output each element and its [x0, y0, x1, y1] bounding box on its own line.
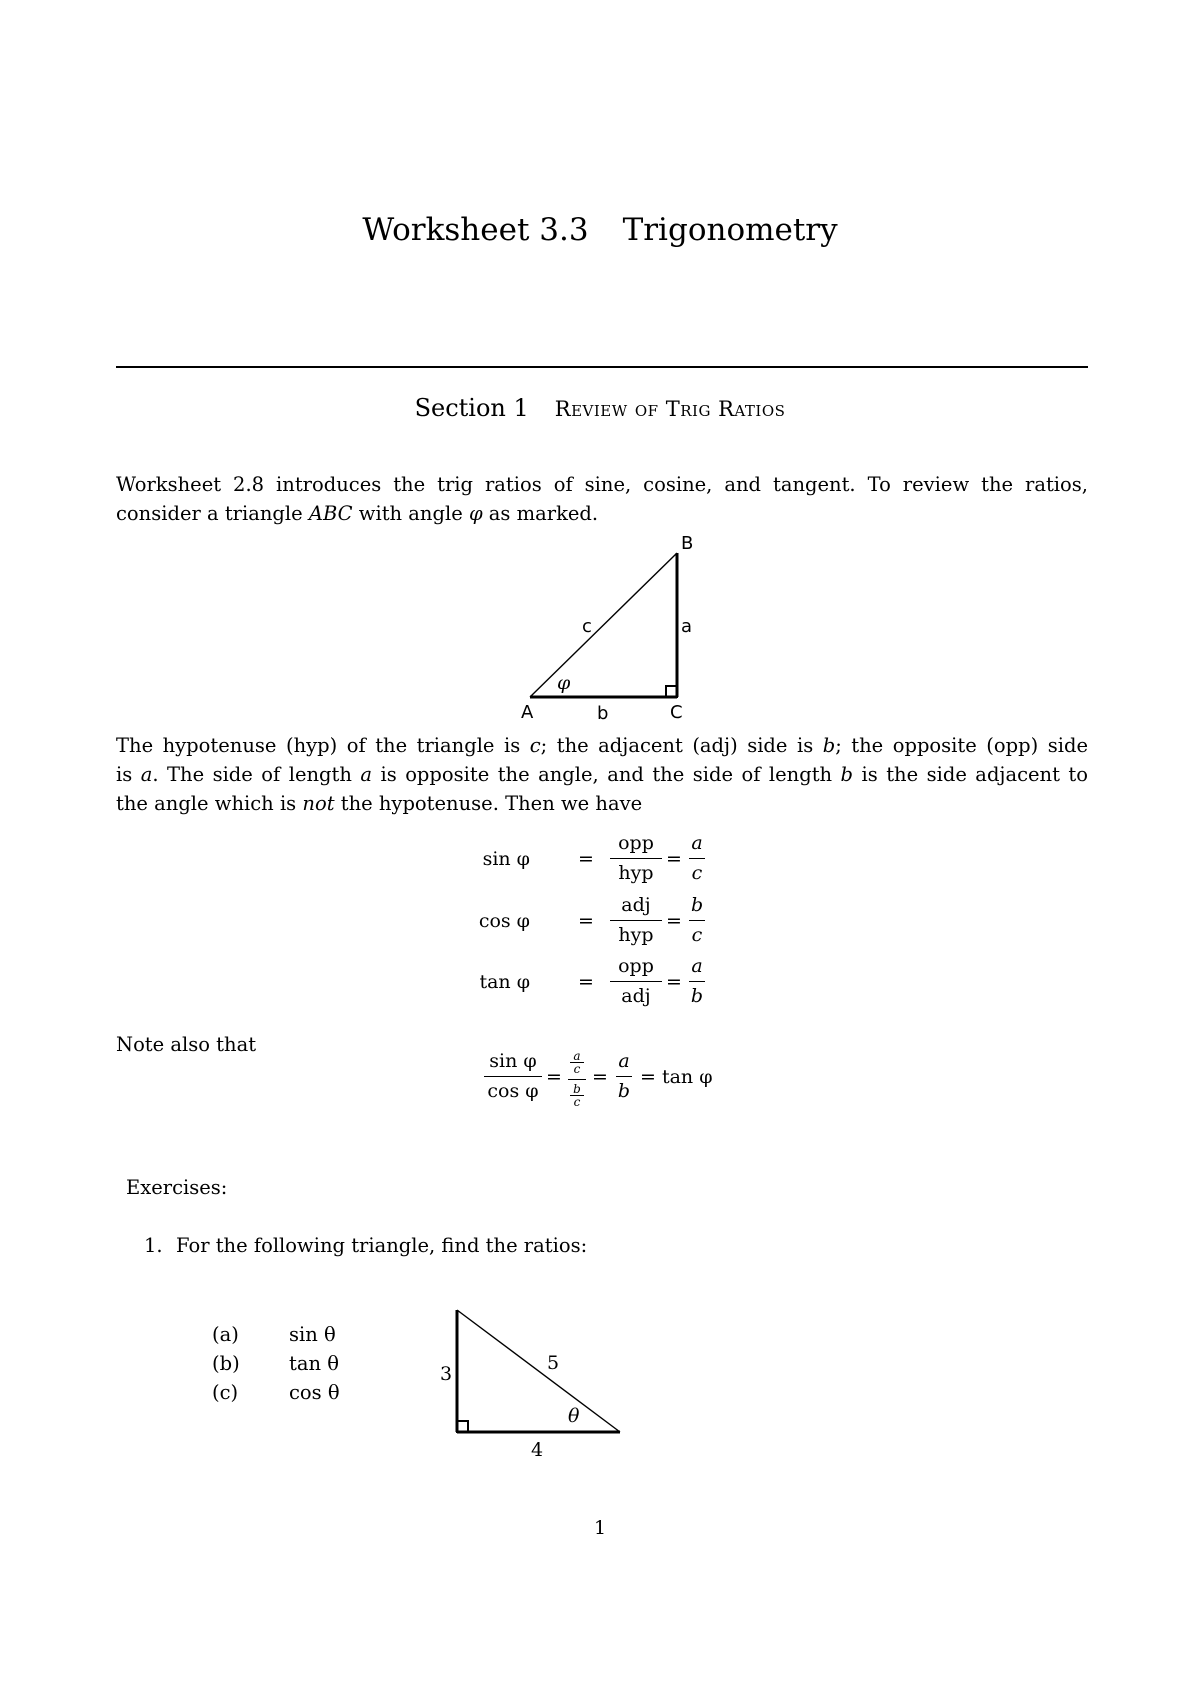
var-b: b	[822, 734, 836, 757]
intro-text: consider a triangle	[116, 502, 309, 525]
intro-text: with angle	[352, 502, 469, 525]
explanation-text: is	[116, 763, 141, 786]
side-c-label: c	[582, 616, 592, 637]
fraction-numerator: opp	[610, 953, 662, 982]
side-a-label: a	[681, 616, 693, 637]
angle-phi-label: φ	[557, 672, 571, 694]
section-number: Section 1	[414, 394, 529, 422]
vertex-b-label: B	[681, 533, 694, 554]
eq-equals: =	[546, 1066, 562, 1088]
eq-equals: =	[578, 848, 594, 870]
page-number: 1	[593, 1517, 607, 1539]
side-3-label: 3	[440, 1363, 453, 1385]
angle-theta-label: θ	[568, 1405, 580, 1427]
side-5-label: 5	[547, 1352, 560, 1374]
explanation-text: the hypotenuse. Then we have	[334, 792, 643, 815]
vertex-a-label: A	[521, 702, 534, 723]
explanation-text: The hypotenuse (hyp) of the triangle is	[116, 734, 530, 757]
fraction-denominator: b	[617, 1080, 631, 1102]
equals-tan-phi: = tan φ	[640, 1066, 713, 1088]
fraction-denominator: hyp	[618, 862, 654, 884]
eq-equals: =	[666, 848, 682, 870]
vertex-c-label: C	[670, 702, 683, 723]
explanation-text: is opposite the angle, and the side of length	[372, 763, 841, 786]
exercise-part-a-label: (a)	[212, 1323, 239, 1346]
var-a: a	[360, 763, 373, 786]
exercises-heading: Exercises:	[126, 1176, 228, 1199]
fraction-denominator: b	[690, 985, 704, 1007]
side-b-label: b	[597, 703, 609, 724]
eq-lhs: sin φ	[482, 848, 530, 870]
fraction-numerator: a	[616, 1048, 632, 1077]
note-text: Note also that	[116, 1033, 257, 1056]
eq-equals: =	[578, 910, 594, 932]
explanation-text: ; the adjacent (adj) side is	[540, 734, 823, 757]
emphasis-not: not	[302, 792, 335, 815]
fraction-numerator: b	[570, 1083, 584, 1096]
title-part1: Worksheet 3.3	[362, 212, 589, 248]
eq-equals: =	[592, 1066, 608, 1088]
var-b: b	[840, 763, 854, 786]
eq-equals: =	[578, 971, 594, 993]
exercise-part-c-expr: cos θ	[289, 1381, 340, 1404]
triangle-name: ABC	[308, 502, 353, 525]
side-4-label: 4	[531, 1439, 544, 1461]
fraction-numerator: a	[570, 1050, 584, 1063]
fraction-denominator: c	[691, 862, 703, 884]
explanation-text: ; the opposite (opp) side	[835, 734, 1088, 757]
right-angle-marker	[457, 1421, 468, 1432]
fraction-numerator: a	[689, 830, 705, 859]
fraction-denominator: adj	[621, 985, 651, 1007]
fraction-numerator: a	[689, 953, 705, 982]
angle-symbol: φ	[468, 502, 483, 525]
eq-equals: =	[666, 910, 682, 932]
explanation-text: is the side adjacent to	[853, 763, 1088, 786]
fraction-numerator: opp	[610, 830, 662, 859]
title-part2: Trigonometry	[622, 212, 838, 248]
exercise-1-number: 1.	[144, 1234, 163, 1257]
fraction-numerator: b	[689, 892, 705, 921]
exercise-part-c-label: (c)	[212, 1381, 239, 1404]
var-a: a	[140, 763, 153, 786]
fraction-denominator: c	[691, 924, 703, 946]
fraction-numerator: sin φ	[484, 1048, 542, 1077]
var-c: c	[529, 734, 541, 757]
fraction-denominator: c	[573, 1062, 581, 1076]
intro-line1: Worksheet 2.8 introduces the trig ratios of sine, cosine, and tangent. To review the ratios,	[116, 473, 1088, 496]
intro-text: as marked.	[482, 502, 599, 525]
fraction-denominator: hyp	[618, 924, 654, 946]
eq-lhs: tan φ	[479, 971, 530, 993]
exercise-1-text: For the following triangle, find the ratios:	[176, 1234, 588, 1257]
explanation-text: the angle which is	[116, 792, 303, 815]
explanation-text: . The side of length	[152, 763, 361, 786]
exercise-part-a-expr: sin θ	[289, 1323, 336, 1346]
fraction-denominator: cos φ	[487, 1080, 539, 1102]
hypotenuse-line	[457, 1310, 620, 1432]
exercise-part-b-label: (b)	[212, 1352, 240, 1375]
exercise-part-b-expr: tan θ	[289, 1352, 339, 1375]
eq-lhs: cos φ	[478, 910, 530, 932]
eq-equals: =	[666, 971, 682, 993]
section-name: Review of Trig Ratios	[554, 397, 786, 421]
fraction-numerator: adj	[610, 892, 662, 921]
fraction-denominator: c	[573, 1095, 581, 1109]
